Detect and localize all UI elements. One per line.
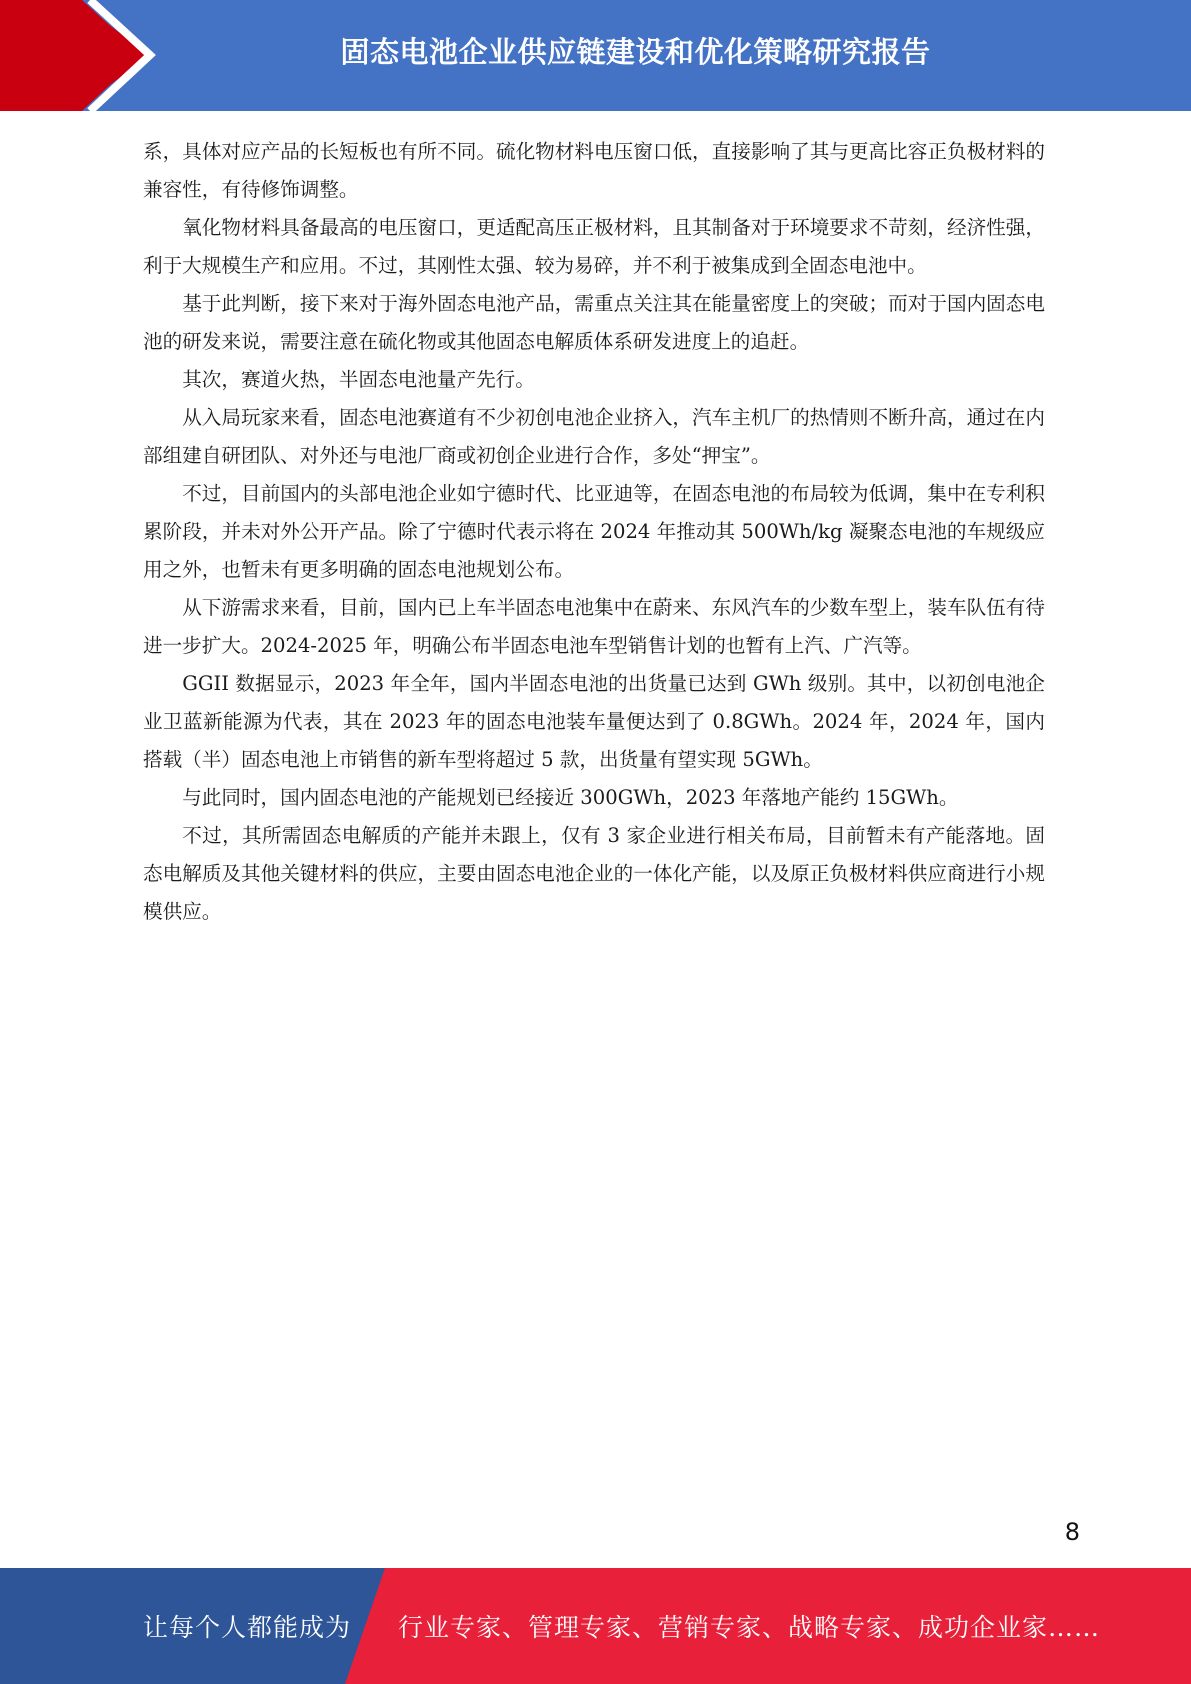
body-text [143,133,1045,931]
paragraph: 基于此判断，接下来对于海外固态电池产品，需重点关注其在能量密度上的突破；而对于国内固态电池的研发来说，需要注意在硫化物或其他固态电解质体系研发进度上的追赶。 [143,292,1045,353]
chevron-arrow-icon [0,0,170,111]
paragraph: GGII 数据显示，2023 年全年，国内半固态电池的出货量已达到 GWh 级别。其中，以初创电池企业卫蓝新能源为代表，其在 2023 年的固态电池装车量便达到了 0.8GWh。2024 年，2024 年，国内搭载（半）固态电池上市销售的新车型将超过 5 款，出货量有望实现 5GWh。 [143,672,1045,771]
paragraph: 其次，赛道火热，半固态电池量产先行。 [182,368,535,391]
header-banner [0,0,1191,111]
paragraph: 不过，目前国内的头部电池企业如宁德时代、比亚迪等，在固态电池的布局较为低调，集中在专利积累阶段，并未对外公开产品。除了宁德时代表示将在 2024 年推动其 500Wh/kg 凝聚态电池的车规级应用之外，也暂未有更多明确的固态电池规划公布。 [143,482,1045,581]
report-title: 固态电池企业供应链建设和优化策略研究报告 [340,34,931,69]
paragraph: 与此同时，国内固态电池的产能规划已经接近 300GWh，2023 年落地产能约 15GWh。 [182,786,959,809]
paragraph: 氧化物材料具备最高的电压窗口，更适配高压正极材料，且其制备对于环境要求不苛刻，经济性强，利于大规模生产和应用。不过，其刚性太强、较为易碎，并不利于被集成到全固态电池中。 [143,216,1045,277]
paragraph: 从下游需求来看，目前，国内已上车半固态电池集中在蔚来、东风汽车的少数车型上，装车队伍有待进一步扩大。2024-2025 年，明确公布半固态电池车型销售计划的也暂有上汽、广汽等。 [143,596,1045,657]
paragraph: 系，具体对应产品的长短板也有所不同。硫化物材料电压窗口低，直接影响了其与更高比容正负极材料的兼容性，有待修饰调整。 [143,140,1045,201]
footer-slogan-right: 行业专家、管理专家、营销专家、战略专家、成功企业家…… [398,1613,1101,1642]
paragraph: 从入局玩家来看，固态电池赛道有不少初创电池企业挤入，汽车主机厂的热情则不断升高，通过在内部组建自研团队、对外还与电池厂商或初创企业进行合作，多处“押宝”。 [143,406,1045,467]
footer-slogan-left: 让每个人都能成为 [143,1613,352,1642]
footer-banner [0,1568,1191,1684]
page-number: 8 [1064,1518,1080,1546]
paragraph: 不过，其所需固态电解质的产能并未跟上，仅有 3 家企业进行相关布局，目前暂未有产能落地。固态电解质及其他关键材料的供应，主要由固态电池企业的一体化产能，以及原正负极材料供应商进行小规模供应。 [143,824,1045,923]
